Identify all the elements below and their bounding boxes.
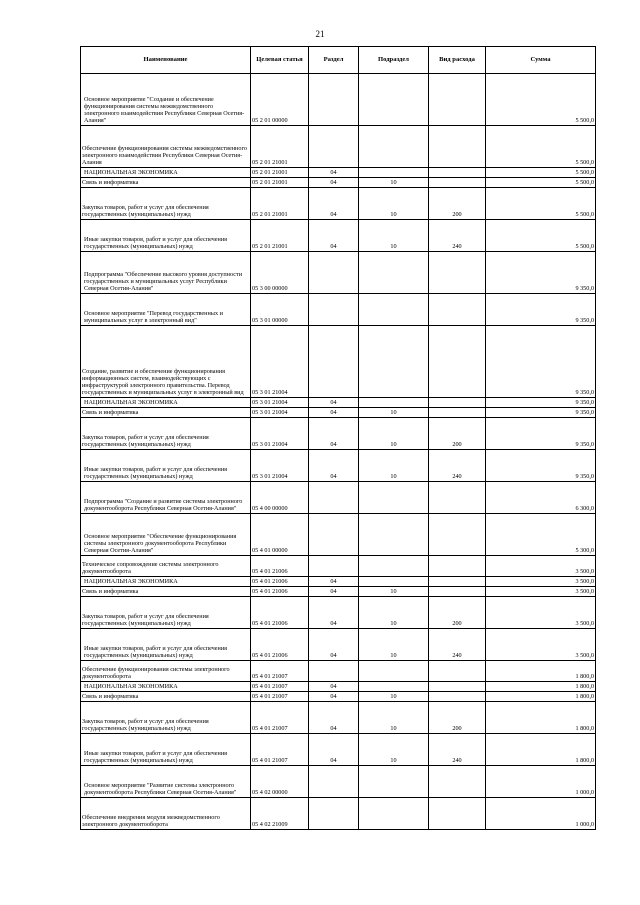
table-row	[81, 126, 596, 168]
cell-subsection: 10	[359, 702, 429, 734]
cell-sum: 1 000,0	[486, 798, 596, 830]
cell-expense	[429, 252, 486, 294]
cell-section: 04	[309, 577, 359, 587]
cell-target: 05 4 01 00000	[251, 514, 309, 556]
table-row	[81, 398, 596, 408]
cell-target: 05 4 01 21006	[251, 587, 309, 597]
table-row	[81, 766, 596, 798]
cell-section	[309, 661, 359, 682]
table-row	[81, 418, 596, 450]
table-row	[81, 178, 596, 188]
cell-subsection	[359, 252, 429, 294]
cell-expense	[429, 294, 486, 326]
table-row	[81, 577, 596, 587]
table-row	[81, 326, 596, 398]
cell-section: 04	[309, 178, 359, 188]
cell-subsection	[359, 577, 429, 587]
cell-expense	[429, 178, 486, 188]
cell-target: 05 2 01 21001	[251, 188, 309, 220]
cell-subsection	[359, 514, 429, 556]
cell-subsection	[359, 74, 429, 126]
table-row	[81, 692, 596, 702]
cell-sum: 5 500,0	[486, 126, 596, 168]
cell-expense	[429, 408, 486, 418]
cell-expense	[429, 766, 486, 798]
cell-sum: 9 350,0	[486, 398, 596, 408]
cell-section: 04	[309, 450, 359, 482]
cell-subsection: 10	[359, 587, 429, 597]
cell-target: 05 4 01 21007	[251, 702, 309, 734]
table-row	[81, 74, 596, 126]
table-row	[81, 168, 596, 178]
cell-section: 04	[309, 408, 359, 418]
cell-section: 04	[309, 587, 359, 597]
cell-target: 05 4 01 21007	[251, 682, 309, 692]
cell-sum: 3 500,0	[486, 556, 596, 577]
cell-section: 04	[309, 692, 359, 702]
page-number: 21	[315, 29, 325, 39]
cell-name: Обеспечение функционирования системы электронного документооборота	[81, 661, 251, 682]
cell-subsection: 10	[359, 450, 429, 482]
cell-expense	[429, 798, 486, 830]
cell-name: Техническое сопровождение системы электронного документооборота	[81, 556, 251, 577]
cell-name: Закупка товаров, работ и услуг для обеспечения государственных (муниципальных) нужд	[81, 418, 251, 450]
cell-subsection	[359, 398, 429, 408]
cell-section: 04	[309, 597, 359, 629]
cell-name: Основное мероприятие "Создание и обеспечение функционирования системы межведомственного электронного взаимодействия Республики Северная Осетия-Алания"	[81, 74, 251, 126]
cell-expense	[429, 74, 486, 126]
header-expense: Вид расхода	[429, 47, 486, 74]
cell-expense	[429, 661, 486, 682]
cell-section	[309, 798, 359, 830]
table-row	[81, 734, 596, 766]
cell-name: Связь и информатика	[81, 587, 251, 597]
cell-target: 05 2 01 21001	[251, 168, 309, 178]
cell-section	[309, 482, 359, 514]
cell-expense: 200	[429, 188, 486, 220]
cell-expense: 200	[429, 597, 486, 629]
cell-section: 04	[309, 398, 359, 408]
table-row	[81, 408, 596, 418]
cell-sum: 9 350,0	[486, 408, 596, 418]
cell-sum: 3 500,0	[486, 597, 596, 629]
cell-sum: 1 800,0	[486, 661, 596, 682]
cell-target: 05 3 01 00000	[251, 294, 309, 326]
table-row	[81, 252, 596, 294]
cell-sum: 5 500,0	[486, 168, 596, 178]
cell-subsection	[359, 294, 429, 326]
cell-subsection: 10	[359, 692, 429, 702]
table-row	[81, 702, 596, 734]
cell-section: 04	[309, 188, 359, 220]
cell-name: Обеспечение функционирования системы межведомственного электронного взаимодействия Республики Северная Осетия-Алания	[81, 126, 251, 168]
cell-sum: 1 800,0	[486, 734, 596, 766]
cell-sum: 9 350,0	[486, 326, 596, 398]
cell-target: 05 3 00 00000	[251, 252, 309, 294]
cell-section: 04	[309, 702, 359, 734]
cell-subsection: 10	[359, 418, 429, 450]
cell-expense	[429, 692, 486, 702]
cell-sum: 3 500,0	[486, 587, 596, 597]
cell-name: Иные закупки товаров, работ и услуг для обеспечения государственных (муниципальных) нужд	[81, 220, 251, 252]
cell-expense: 200	[429, 418, 486, 450]
table-header-row	[81, 47, 596, 74]
cell-target: 05 3 01 21004	[251, 450, 309, 482]
cell-target: 05 4 01 21006	[251, 629, 309, 661]
cell-section: 04	[309, 220, 359, 252]
cell-expense	[429, 587, 486, 597]
table-row	[81, 597, 596, 629]
cell-section: 04	[309, 682, 359, 692]
cell-name: Основное мероприятие "Перевод государственных и муниципальных услуг в электронный вид"	[81, 294, 251, 326]
header-name: Наименование	[81, 47, 251, 74]
cell-section	[309, 556, 359, 577]
cell-target: 05 4 01 21006	[251, 577, 309, 587]
cell-name: Закупка товаров, работ и услуг для обеспечения государственных (муниципальных) нужд	[81, 597, 251, 629]
cell-section	[309, 766, 359, 798]
cell-expense: 240	[429, 220, 486, 252]
cell-section	[309, 126, 359, 168]
cell-expense	[429, 682, 486, 692]
cell-expense	[429, 126, 486, 168]
cell-expense	[429, 168, 486, 178]
table-row	[81, 587, 596, 597]
cell-subsection	[359, 682, 429, 692]
cell-name: НАЦИОНАЛЬНАЯ ЭКОНОМИКА	[81, 682, 251, 692]
cell-sum: 9 350,0	[486, 252, 596, 294]
table-row	[81, 188, 596, 220]
cell-section	[309, 252, 359, 294]
cell-section	[309, 74, 359, 126]
cell-subsection: 10	[359, 734, 429, 766]
cell-sum: 5 500,0	[486, 188, 596, 220]
cell-name: Закупка товаров, работ и услуг для обеспечения государственных (муниципальных) нужд	[81, 702, 251, 734]
cell-target: 05 3 01 21004	[251, 398, 309, 408]
cell-target: 05 3 01 21004	[251, 326, 309, 398]
table-row	[81, 556, 596, 577]
cell-target: 05 4 00 00000	[251, 482, 309, 514]
cell-sum: 3 500,0	[486, 629, 596, 661]
cell-name: Основное мероприятие "Развитие системы электронного документооборота Республики Северная Осетия-Алания"	[81, 766, 251, 798]
cell-subsection: 10	[359, 629, 429, 661]
cell-expense	[429, 482, 486, 514]
cell-subsection: 10	[359, 597, 429, 629]
cell-sum: 1 800,0	[486, 702, 596, 734]
cell-subsection	[359, 326, 429, 398]
cell-name: НАЦИОНАЛЬНАЯ ЭКОНОМИКА	[81, 168, 251, 178]
cell-sum: 9 350,0	[486, 294, 596, 326]
header-subsection: Подраздел	[359, 47, 429, 74]
cell-subsection	[359, 798, 429, 830]
cell-target: 05 3 01 21004	[251, 408, 309, 418]
cell-name: Связь и информатика	[81, 408, 251, 418]
cell-subsection	[359, 556, 429, 577]
cell-sum: 6 300,0	[486, 482, 596, 514]
cell-expense: 240	[429, 734, 486, 766]
table-row	[81, 629, 596, 661]
cell-sum: 9 350,0	[486, 418, 596, 450]
cell-name: Подпрограмма "Обеспечение высокого уровня доступности государственных и муниципальных услуг Республики Северная Осетия-Алания"	[81, 252, 251, 294]
cell-expense: 240	[429, 629, 486, 661]
cell-sum: 1 800,0	[486, 682, 596, 692]
cell-name: Основное мероприятие "Обеспечение функционирования системы электронного документооборота Республики Северная Осетия-Алания"	[81, 514, 251, 556]
cell-target: 05 4 01 21007	[251, 661, 309, 682]
cell-expense	[429, 514, 486, 556]
cell-name: Закупка товаров, работ и услуг для обеспечения государственных (муниципальных) нужд	[81, 188, 251, 220]
cell-name: Связь и информатика	[81, 178, 251, 188]
cell-subsection: 10	[359, 220, 429, 252]
cell-expense: 200	[429, 702, 486, 734]
cell-expense	[429, 326, 486, 398]
cell-sum: 3 500,0	[486, 577, 596, 587]
cell-sum: 1 800,0	[486, 692, 596, 702]
cell-section: 04	[309, 629, 359, 661]
cell-name: Иные закупки товаров, работ и услуг для обеспечения государственных (муниципальных) нужд	[81, 629, 251, 661]
table-row	[81, 798, 596, 830]
cell-target: 05 2 01 21001	[251, 220, 309, 252]
cell-section: 04	[309, 734, 359, 766]
table-row	[81, 294, 596, 326]
cell-sum: 1 000,0	[486, 766, 596, 798]
cell-target: 05 2 01 00000	[251, 74, 309, 126]
cell-name: НАЦИОНАЛЬНАЯ ЭКОНОМИКА	[81, 398, 251, 408]
cell-target: 05 3 01 21004	[251, 418, 309, 450]
header-sum: Сумма	[486, 47, 596, 74]
cell-name: Подпрограмма "Создание и развитие системы электронного документооборота Республики Северная Осетия-Алания"	[81, 482, 251, 514]
table-row	[81, 220, 596, 252]
cell-sum: 5 500,0	[486, 74, 596, 126]
cell-target: 05 4 01 21007	[251, 734, 309, 766]
cell-section: 04	[309, 168, 359, 178]
cell-subsection: 10	[359, 408, 429, 418]
cell-expense: 240	[429, 450, 486, 482]
cell-expense	[429, 577, 486, 587]
cell-subsection: 10	[359, 178, 429, 188]
cell-sum: 5 300,0	[486, 514, 596, 556]
table-row	[81, 682, 596, 692]
cell-subsection	[359, 168, 429, 178]
cell-sum: 9 350,0	[486, 450, 596, 482]
cell-section	[309, 294, 359, 326]
cell-target: 05 2 01 21001	[251, 126, 309, 168]
cell-target: 05 4 02 21009	[251, 798, 309, 830]
header-section: Раздел	[309, 47, 359, 74]
cell-name: Создание, развитие и обеспечение функционирования информационных систем, взаимодействующих с инфраструктурой электронного правительства. Перевод государственных и муниципальных услуг в электронный вид	[81, 326, 251, 398]
cell-target: 05 4 01 21007	[251, 692, 309, 702]
header-target: Целевая статья	[251, 47, 309, 74]
table-row	[81, 514, 596, 556]
cell-section: 04	[309, 418, 359, 450]
cell-subsection	[359, 126, 429, 168]
cell-name: НАЦИОНАЛЬНАЯ ЭКОНОМИКА	[81, 577, 251, 587]
cell-subsection	[359, 661, 429, 682]
cell-section	[309, 514, 359, 556]
cell-target: 05 4 01 21006	[251, 556, 309, 577]
cell-name: Обеспечение внедрения модуля межведомственного электронного документооборота	[81, 798, 251, 830]
cell-subsection	[359, 482, 429, 514]
cell-name: Иные закупки товаров, работ и услуг для обеспечения государственных (муниципальных) нужд	[81, 450, 251, 482]
cell-subsection: 10	[359, 188, 429, 220]
cell-expense	[429, 556, 486, 577]
table-row	[81, 661, 596, 682]
cell-subsection	[359, 766, 429, 798]
cell-target: 05 4 01 21006	[251, 597, 309, 629]
cell-sum: 5 500,0	[486, 178, 596, 188]
cell-section	[309, 326, 359, 398]
cell-name: Связь и информатика	[81, 692, 251, 702]
cell-sum: 5 500,0	[486, 220, 596, 252]
cell-target: 05 2 01 21001	[251, 178, 309, 188]
table-row	[81, 482, 596, 514]
table-body	[81, 74, 596, 830]
cell-expense	[429, 398, 486, 408]
cell-target: 05 4 02 00000	[251, 766, 309, 798]
budget-table	[80, 46, 596, 830]
cell-name: Иные закупки товаров, работ и услуг для обеспечения государственных (муниципальных) нужд	[81, 734, 251, 766]
table-row	[81, 450, 596, 482]
